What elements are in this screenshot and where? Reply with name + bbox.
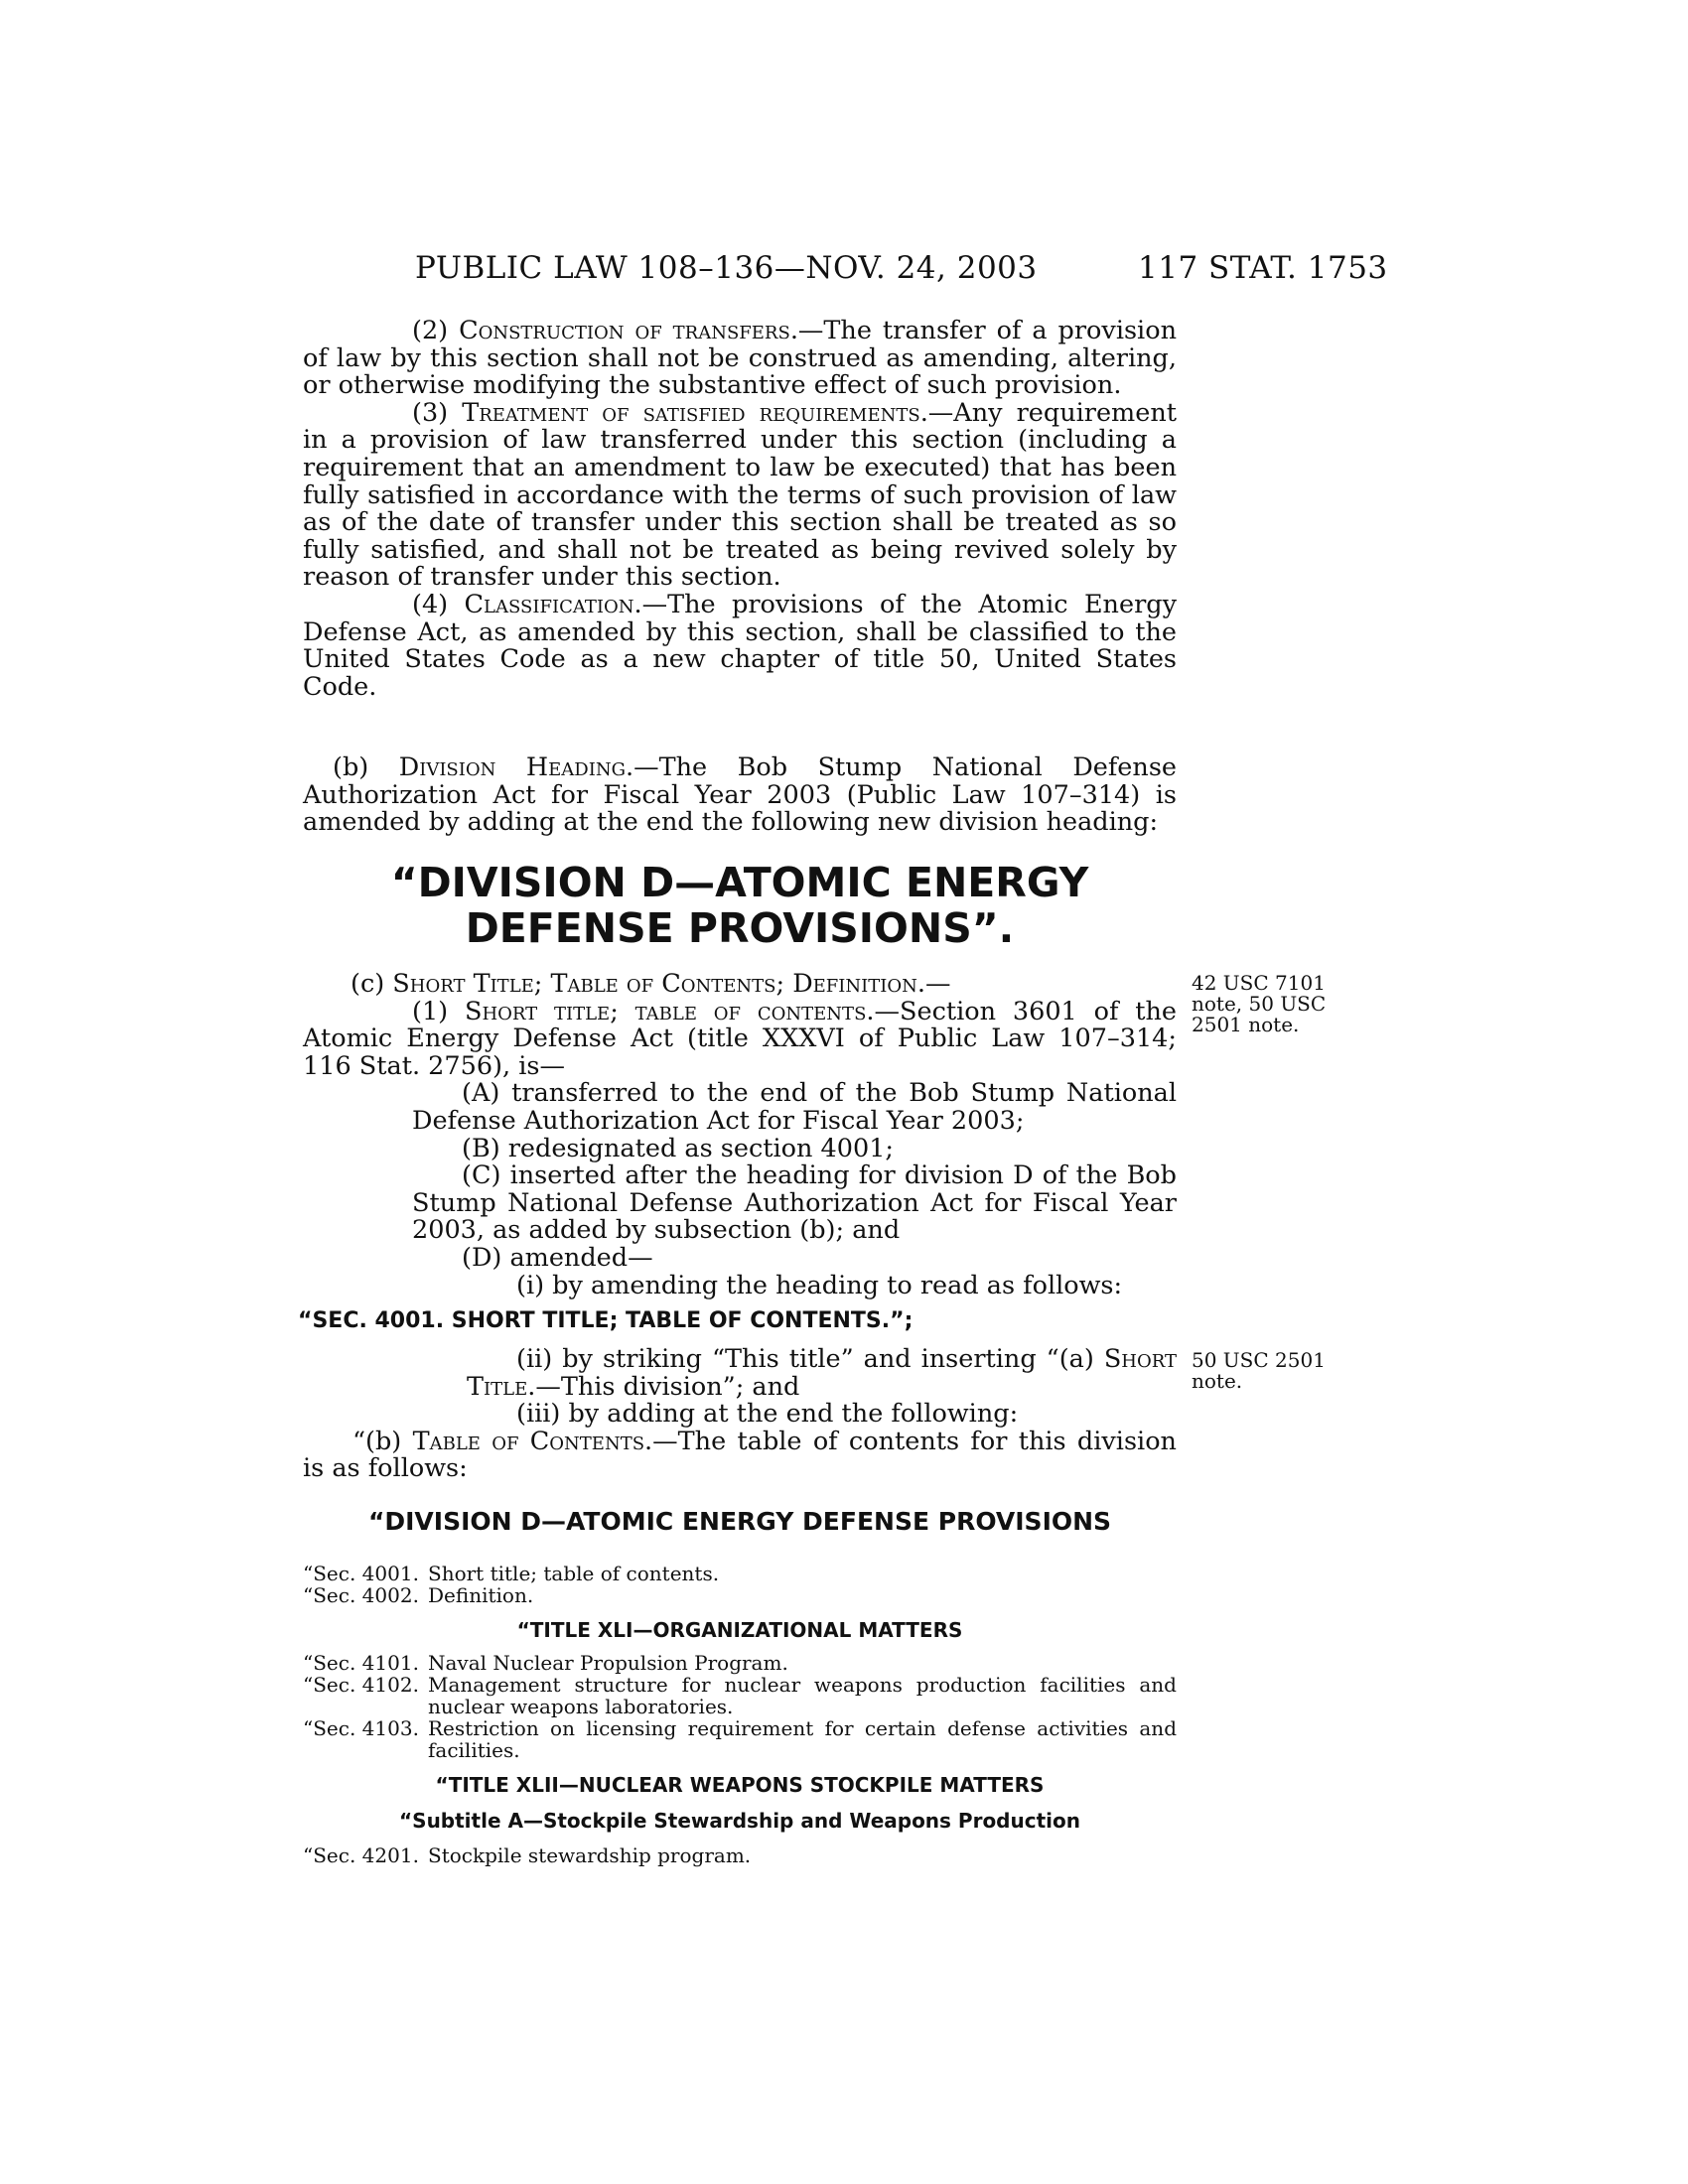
paragraph-4: (4) Classification.—The provisions of the Atomic Energy Defense Act, as amended by this section, shall be classified to the United States Code as a new chapter of title 50, United States Code. <box>303 589 1177 702</box>
toc-subtitle-a: “Subtitle A—Stockpile Stewardship and Weapons Production <box>399 1809 1080 1833</box>
division-heading <box>303 860 1177 951</box>
division-heading-line1: “DIVISION D—ATOMIC ENERGY <box>390 859 1089 906</box>
clause-iii: (iii) by adding at the end the following: <box>516 1399 1019 1430</box>
caption-treatment-of-satisfied-requirements: Treatment of satisfied requirements <box>462 397 920 428</box>
toc-list-a <box>303 1563 1177 1606</box>
clause-i: (i) by amending the heading to read as follows: <box>516 1270 1123 1300</box>
subsection-c <box>303 971 1177 1299</box>
caption-division-heading: Division Heading <box>398 752 626 782</box>
running-header-law: PUBLIC LAW 108–136—NOV. 24, 2003 <box>415 250 1038 286</box>
toc-division-title: “DIVISION D—ATOMIC ENERGY DEFENSE PROVISIONS <box>367 1507 1112 1536</box>
toc-title-xlii: “TITLE XLII—NUCLEAR WEAPONS STOCKPILE MATTERS <box>435 1773 1045 1797</box>
division-heading-line2: DEFENSE PROVISIONS”. <box>465 904 1015 952</box>
toc-entry: “Sec. 4101. Naval Nuclear Propulsion Program. <box>303 1651 788 1675</box>
margin-note-1: 42 USC 7101 note, 50 USC 2501 note. <box>1192 971 1327 1036</box>
page-stat-number: 117 STAT. 1753 <box>1138 250 1388 286</box>
toc-entry: “Sec. 4103. Restriction on licensing requirement for certain defense activities and facilities. <box>303 1716 1177 1762</box>
subsection-c-heading: (c) Short Title; Table of Contents; Definition.— <box>351 969 951 999</box>
toc-entry: “Sec. 4201. Stockpile stewardship program. <box>303 1843 752 1867</box>
toc-entry: “Sec. 4001. Short title; table of contents. <box>303 1562 720 1585</box>
paragraph-2: (2) Construction of transfers.—The transfer of a provision of law by this section shall not be construed as amending, altering, or otherwise modifying the substantive effect of such provision. <box>303 316 1177 401</box>
caption-classification: Classification <box>464 589 634 619</box>
caption-construction-of-transfers: Construction of transfers <box>459 316 790 345</box>
toc-title-xli: “TITLE XLI—ORGANIZATIONAL MATTERS <box>516 1618 963 1642</box>
margin-note-2: 50 USC 2501 note. <box>1192 1348 1326 1393</box>
toc-list-b <box>303 1652 1177 1761</box>
clause-ii: (ii) by striking “This title” and inserting “(a) Short Title.—This division”; and <box>467 1344 1177 1402</box>
clause-A: (A) transferred to the end of the Bob Stump National Defense Authorization Act for Fiscal Year 2003; <box>412 1078 1177 1136</box>
toc-list-c <box>303 1844 1177 1866</box>
body-block-top <box>303 318 1177 701</box>
toc-intro: “(b) Table of Contents.—The table of contents for this division is as follows: <box>303 1426 1177 1484</box>
paragraph-c1: (1) Short title; table of contents.—Section 3601 of the Atomic Energy Defense Act (title XXXVI of Public Law 107–314; 116 Stat. 2756), is— <box>303 996 1177 1081</box>
sec-4001-heading: “SEC. 4001. SHORT TITLE; TABLE OF CONTENTS.”; <box>298 1308 914 1333</box>
paragraph-3: (3) Treatment of satisfied requirements.—Any requirement in a provision of law transferred under this section (including a requirement that an amendment to law be executed) that has been fully satisfied in accordance with the terms of such provision of law as of the date of transfer under this section shall be treated as so fully satisfied, and shall not be treated as being revived solely by reason of transfer under this section. <box>303 397 1177 593</box>
subsection-c-cont <box>303 1346 1177 1483</box>
clause-C: (C) inserted after the heading for division D of the Bob Stump National Defense Authorization Act for Fiscal Year 2003, as added by subsection (b); and <box>412 1160 1177 1246</box>
clause-B: (B) redesignated as section 4001; <box>462 1133 895 1163</box>
subsection-b: (b) Division Heading.—The Bob Stump National Defense Authorization Act for Fiscal Year 2003 (Public Law 107–314) is amended by adding at the end the following new division heading: <box>303 752 1178 838</box>
clause-D: (D) amended— <box>462 1242 653 1273</box>
toc-entry: “Sec. 4002. Definition. <box>303 1583 534 1607</box>
toc-entry: “Sec. 4102. Management structure for nuclear weapons production facilities and nuclear weapons laboratories. <box>303 1673 1177 1718</box>
